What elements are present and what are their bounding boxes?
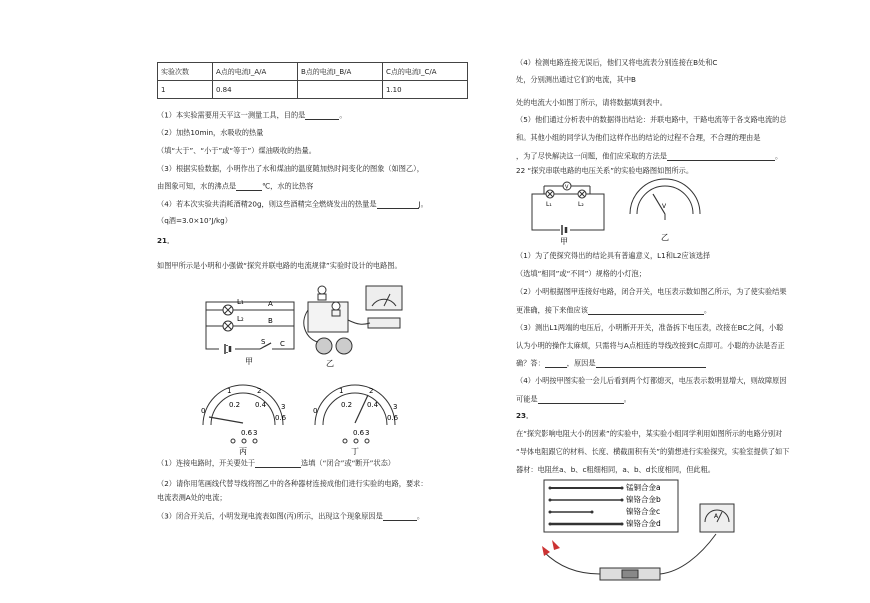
question-line: 更准确，接下来他应该 。 (516, 305, 712, 315)
question-number: 21． (157, 236, 175, 245)
table-cell: 1.10 (383, 81, 468, 99)
table-header: C点的电流I_C/A (383, 63, 468, 81)
figure-label-jia: 甲 (245, 357, 253, 366)
answer-blank[interactable] (538, 395, 624, 404)
wire-label-a: 锰铜合金a (626, 483, 661, 492)
meter-tick: 1 (227, 387, 232, 395)
answer-blank[interactable] (545, 359, 567, 368)
figure-label-ding: 丁 (351, 447, 359, 456)
question-line: （4）小明按甲图实验一会儿后看到两个灯都熄灭，电压表示数明显增大，则故障原因 (516, 376, 787, 385)
table-cell (298, 81, 383, 99)
answer-blank[interactable] (377, 200, 419, 209)
meter-tick: 0.4 (367, 401, 379, 409)
meter-tick: 0.6 (387, 414, 399, 422)
data-table (157, 62, 468, 99)
meter-tick: 0.2 (229, 401, 241, 409)
question-line: ，为了尽快解决这一问题，他们应采取的方法是 。 (516, 151, 783, 161)
table-cell: 0.84 (213, 81, 298, 99)
question-number: 23． (516, 411, 534, 420)
figure-label-bing: 丙 (239, 447, 247, 456)
answer-blank[interactable] (236, 182, 262, 191)
meter-tick: 1 (339, 387, 344, 395)
circuit-diagram-22-jia (530, 182, 610, 244)
label-point-b: B (268, 317, 273, 325)
question-line: （1）为了使探究得出的结论具有普遍意义，L1和L2应该选择 (516, 251, 711, 260)
question-line: 处的电流大小如图丁所示，请将数据填到表中。 (516, 98, 667, 107)
figure-label-yi: 乙 (661, 233, 669, 242)
voltmeter-label: V (565, 184, 569, 191)
question-line: 器材：电阻丝a、b、c粗细相同，a、b、d长度相同，但此粗。 (516, 465, 715, 474)
table-header: A点的电流I_A/A (213, 63, 298, 81)
meter-tick: 0.2 (341, 401, 353, 409)
answer-blank[interactable] (305, 111, 339, 120)
question-line: “导体电阻跟它的材料、长度、横截面积有关”的猜想进行实验探究，实验室提供了如下 (516, 447, 790, 456)
meter-tick: 0 (201, 407, 206, 415)
label-point-a: A (268, 300, 273, 308)
wire-label-d: 镍铬合金d (626, 519, 661, 528)
answer-blank[interactable] (383, 512, 417, 521)
question-line: 认为小明的操作太麻烦，只需将与A点相连的导线改接到C点即可。小聪的办法是否正 (516, 341, 785, 350)
question-line: （1）连接电路时，开关要处于 选填（“闭合”或“断开”状态） (157, 458, 395, 468)
label-l1: L₁ (237, 298, 244, 306)
terminal-label: 0.6 (353, 429, 365, 437)
question-line: （2）请你用笔画线代替导线将图乙中的各种器材连接成他们进行实验的电路，要求： (157, 479, 428, 488)
question-line: （2）加热10min，水吸收的热量 (157, 128, 264, 137)
wire-label-c: 镍铬合金c (626, 507, 661, 516)
voltmeter-label: V (662, 203, 667, 210)
question-line: （5）他们通过分析表中的数据得出结论：并联电路中，干路电流等于各支路电流的总 (516, 115, 787, 124)
question-line: 可能是 。 (516, 394, 631, 404)
question-line: （2）小明根据图甲连接好电路，闭合开关，电压表示数如图乙所示，为了使实验结果 (516, 287, 787, 296)
question-line: （3）闭合开关后，小明发现电流表如图(丙)所示，出现这个现象原因是 。 (157, 511, 425, 521)
table-cell: 1 (158, 81, 213, 99)
ammeter-label: A (714, 513, 719, 520)
answer-blank[interactable] (255, 459, 301, 468)
meter-tick: 2 (257, 387, 262, 395)
question-line: 在“探究影响电阻大小的因素”的实验中，某实验小组同学利用如图所示的电路分别对 (516, 429, 783, 438)
apparatus-figure-yi (298, 280, 413, 368)
meter-tick: 0 (313, 407, 318, 415)
voltmeter-figure-yi (625, 184, 705, 246)
resistance-wire-apparatus (540, 476, 740, 586)
question-line: （4）检测电路连接无误后，他们又将电流表分别连接在B处和C (516, 58, 718, 67)
question-line: （1）本实验需要用天平这一测量工具，目的是 。 (157, 110, 347, 120)
question-line: 电流表测A处的电流； (157, 493, 227, 502)
question-line: 22 “探究串联电路的电压关系”的实验电路图如图所示。 (516, 166, 694, 175)
label-l2: L₂ (578, 201, 584, 208)
table-row (158, 81, 468, 99)
question-line: 确？答： ，原因是 (516, 359, 706, 368)
question-line: （q酒=3.0×10⁷J/kg） (157, 216, 232, 225)
terminal-label: 0.6 (241, 429, 253, 437)
wire-label-b: 镍铬合金b (626, 495, 661, 504)
terminal-label: 3 (253, 429, 258, 437)
table-header: 实验次数 (158, 63, 213, 81)
question-line: （4）若本次实验共消耗酒精20g，则这些酒精完全燃烧发出的热量是 J。 (157, 199, 428, 209)
meter-tick: 3 (393, 403, 398, 411)
answer-blank[interactable] (596, 359, 706, 368)
question-line: 处，分别测出通过它们的电流，其中B (516, 75, 636, 84)
table-header: B点的电流I_B/A (298, 63, 383, 81)
question-line: 由图象可知，水的沸点是 ℃，水的比热容 (157, 181, 314, 191)
meter-tick: 3 (281, 403, 286, 411)
label-point-c: C (280, 340, 285, 348)
question-line: （填“大于”、“小于”或“等于”）煤油吸收的热量。 (157, 146, 316, 155)
ammeter-figures (195, 385, 415, 455)
circuit-diagram-jia (205, 288, 295, 366)
question-line: （选填“相同”或“不同”）规格的小灯泡； (516, 269, 646, 278)
question-line: （3）测出L1两端的电压后，小明断开开关，准备拆下电压表，改接在BC之间，小聪 (516, 323, 784, 332)
label-switch-s: S (261, 338, 266, 346)
figure-label-yi: 乙 (326, 359, 334, 368)
meter-tick: 2 (369, 387, 374, 395)
figure-label-jia: 甲 (560, 237, 568, 246)
answer-blank[interactable] (588, 306, 704, 315)
label-l1: L₁ (546, 201, 552, 208)
table-header-row (158, 63, 468, 81)
meter-tick: 0.6 (275, 414, 287, 422)
answer-blank[interactable] (667, 152, 775, 161)
question-line: 如图甲所示是小明和小强做“探究并联电路的电流规律”实验时设计的电路图。 (157, 261, 402, 270)
question-line: 和。其他小组的同学认为他们这样作出的结论的过程不合理，不合理的理由是 (516, 133, 761, 142)
label-l2: L₂ (237, 315, 244, 323)
terminal-label: 3 (365, 429, 370, 437)
question-line: （3）根据实验数据，小明作出了水和煤油的温度随加热时间变化的图象（如图乙）， (157, 164, 424, 173)
meter-tick: 0.4 (255, 401, 267, 409)
